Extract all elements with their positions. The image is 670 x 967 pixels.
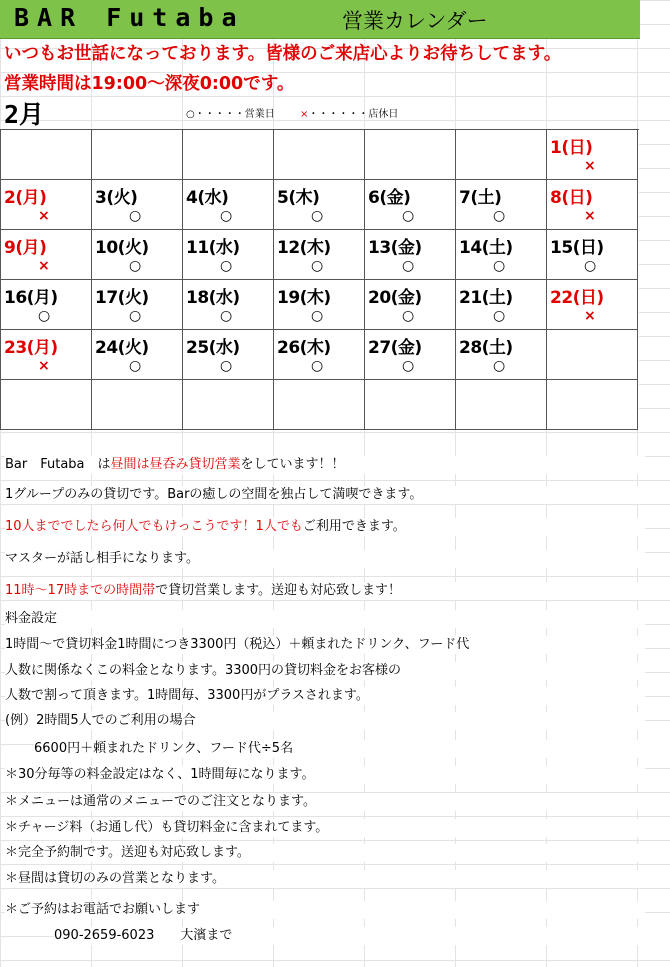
closed-label: ・・・・・・店休日 xyxy=(308,109,399,120)
calendar-day-cell xyxy=(92,180,183,230)
example-calc: 6600円＋頼まれたドリンク、フード代÷5名 xyxy=(34,740,670,758)
info-line xyxy=(5,518,645,536)
info-text: Bar Futaba は xyxy=(5,457,111,472)
note-line: ＊30分毎等の料金設定はなく、1時間毎になります。 xyxy=(5,766,645,784)
calendar-empty-cell xyxy=(547,330,638,380)
month-label: 2月 xyxy=(4,100,45,129)
day-label: 14(土) xyxy=(459,238,513,258)
open-mark: ○ xyxy=(493,308,506,324)
note-line: ＊完全予約制です。送迎も対応致します。 xyxy=(5,844,645,862)
closed-mark: × xyxy=(584,158,596,174)
legend-open xyxy=(186,105,275,120)
open-mark: ○ xyxy=(220,258,233,274)
pricing-heading: 料金設定 xyxy=(5,610,645,628)
day-label: 27(金) xyxy=(368,338,422,358)
day-label: 24(火) xyxy=(95,338,149,358)
day-label: 1(日) xyxy=(550,138,593,158)
calendar-day-cell xyxy=(1,330,92,380)
calendar-empty-cell xyxy=(1,380,92,430)
info-highlight: 昼間は昼呑み貸切営業 xyxy=(110,457,241,472)
pricing-rate: 1時間～で貸切料金1時間につき3300円（税込）＋頼まれたドリンク、フード代 xyxy=(5,636,645,654)
info-line: マスターが話し相手になります。 xyxy=(5,550,645,568)
open-mark: ○ xyxy=(129,308,142,324)
closed-mark: × xyxy=(584,308,596,324)
calendar-day-cell xyxy=(456,330,547,380)
calendar-day-cell xyxy=(183,280,274,330)
calendar-day-cell xyxy=(274,180,365,230)
open-mark: ○ xyxy=(402,208,415,224)
day-label: 25(水) xyxy=(186,338,240,358)
info-line: 人数に関係なくこの料金となります。3300円の貸切料金をお客様の xyxy=(5,662,645,680)
calendar-day-cell xyxy=(92,230,183,280)
info-line: 1グループのみの貸切です。Barの癒しの空間を独占して満喫できます。 xyxy=(5,486,645,504)
day-label: 2(月) xyxy=(4,188,47,208)
info-line xyxy=(5,456,645,474)
calendar-empty-cell xyxy=(365,130,456,180)
info-line xyxy=(5,582,645,600)
open-mark: ○ xyxy=(402,308,415,324)
calendar-day-cell xyxy=(547,230,638,280)
day-label: 10(火) xyxy=(95,238,149,258)
calendar-day-cell xyxy=(547,180,638,230)
open-mark: ○ xyxy=(311,308,324,324)
calendar-day-cell xyxy=(274,280,365,330)
legend-closed xyxy=(300,105,398,120)
day-label: 18(水) xyxy=(186,288,240,308)
calendar-grid xyxy=(0,129,639,430)
calendar-empty-cell xyxy=(274,130,365,180)
closed-mark: × xyxy=(38,358,50,374)
calendar-empty-cell xyxy=(365,380,456,430)
info-line: 人数で割って頂きます。1時間毎、3300円がプラスされます。 xyxy=(5,687,645,705)
calendar-day-cell xyxy=(365,230,456,280)
info-text: で貸切営業します。送迎も対応致します！ xyxy=(155,583,402,598)
calendar-day-cell xyxy=(1,230,92,280)
day-label: 17(火) xyxy=(95,288,149,308)
open-label: ・・・・・営業日 xyxy=(194,109,275,120)
day-label: 9(月) xyxy=(4,238,47,258)
calendar-day-cell xyxy=(456,280,547,330)
calendar-empty-cell xyxy=(92,130,183,180)
closed-symbol: × xyxy=(300,109,309,120)
calendar-empty-cell xyxy=(456,130,547,180)
note-line: ＊昼間は貸切のみの営業となります。 xyxy=(5,870,645,888)
calendar-empty-cell xyxy=(183,130,274,180)
day-label: 4(水) xyxy=(186,188,229,208)
open-mark: ○ xyxy=(493,208,506,224)
calendar-day-cell xyxy=(183,180,274,230)
closed-mark: × xyxy=(38,208,50,224)
note-line: ＊メニューは通常のメニューでのご注文となります。 xyxy=(5,793,645,811)
bar-name: BAR Futaba xyxy=(14,3,245,32)
calendar-day-cell xyxy=(92,280,183,330)
phone-number[interactable]: 090-2659-6023 大濱まで xyxy=(54,927,670,945)
day-label: 3(火) xyxy=(95,188,138,208)
day-label: 8(日) xyxy=(550,188,593,208)
calendar-day-cell xyxy=(1,280,92,330)
day-label: 12(木) xyxy=(277,238,331,258)
day-label: 15(日) xyxy=(550,238,604,258)
day-label: 22(日) xyxy=(550,288,604,308)
day-label: 19(木) xyxy=(277,288,331,308)
open-mark: ○ xyxy=(584,258,597,274)
day-label: 5(木) xyxy=(277,188,320,208)
calendar-empty-cell xyxy=(92,380,183,430)
calendar-day-cell xyxy=(274,230,365,280)
calendar-day-cell xyxy=(547,280,638,330)
day-label: 6(金) xyxy=(368,188,411,208)
open-mark: ○ xyxy=(311,258,324,274)
example-heading: (例）2時間5人でのご利用の場合 xyxy=(5,712,645,730)
calendar-day-cell xyxy=(183,330,274,380)
day-label: 13(金) xyxy=(368,238,422,258)
calendar-day-cell xyxy=(365,330,456,380)
reservation-note: ＊ご予約はお電話でお願いします xyxy=(5,901,645,919)
calendar-empty-cell xyxy=(274,380,365,430)
info-highlight: 11時～17時までの時間帯 xyxy=(5,583,156,598)
day-label: 26(木) xyxy=(277,338,331,358)
calendar-day-cell xyxy=(183,230,274,280)
open-mark: ○ xyxy=(311,208,324,224)
open-mark: ○ xyxy=(129,358,142,374)
title-banner xyxy=(0,0,640,39)
calendar-empty-cell xyxy=(547,380,638,430)
calendar-day-cell xyxy=(1,180,92,230)
calendar-day-cell xyxy=(456,230,547,280)
day-label: 23(月) xyxy=(4,338,58,358)
closed-mark: × xyxy=(584,208,596,224)
calendar-empty-cell xyxy=(1,130,92,180)
calendar-day-cell xyxy=(92,330,183,380)
open-mark: ○ xyxy=(493,258,506,274)
calendar-title: 営業カレンダー xyxy=(342,9,488,33)
open-symbol: ○ xyxy=(186,109,195,120)
calendar-day-cell xyxy=(365,280,456,330)
open-mark: ○ xyxy=(220,208,233,224)
calendar-day-cell xyxy=(274,330,365,380)
open-mark: ○ xyxy=(311,358,324,374)
info-text: ご利用できます。 xyxy=(302,519,406,534)
greeting-line: いつもお世話になっております。皆様のご来店心よりお待ちしてます。 xyxy=(4,44,562,64)
calendar-day-cell xyxy=(456,180,547,230)
calendar-day-cell xyxy=(365,180,456,230)
calendar-day-cell xyxy=(547,130,638,180)
info-highlight: 10人まででしたら何人でもけっこうです！1人でも xyxy=(5,519,303,534)
open-mark: ○ xyxy=(402,358,415,374)
calendar-empty-cell xyxy=(456,380,547,430)
open-mark: ○ xyxy=(129,208,142,224)
day-label: 20(金) xyxy=(368,288,422,308)
day-label: 11(水) xyxy=(186,238,240,258)
calendar-empty-cell xyxy=(183,380,274,430)
note-line: ＊チャージ料（お通し代）も貸切料金に含まれてます。 xyxy=(5,819,645,837)
open-mark: ○ xyxy=(493,358,506,374)
day-label: 28(土) xyxy=(459,338,513,358)
open-mark: ○ xyxy=(220,308,233,324)
day-label: 16(月) xyxy=(4,288,58,308)
closed-mark: × xyxy=(38,258,50,274)
open-mark: ○ xyxy=(129,258,142,274)
open-mark: ○ xyxy=(220,358,233,374)
business-hours: 営業時間は19:00～深夜0:00です。 xyxy=(4,74,295,94)
open-mark: ○ xyxy=(38,308,51,324)
open-mark: ○ xyxy=(402,258,415,274)
day-label: 7(土) xyxy=(459,188,502,208)
info-text: をしています！！ xyxy=(240,457,345,472)
day-label: 21(土) xyxy=(459,288,513,308)
